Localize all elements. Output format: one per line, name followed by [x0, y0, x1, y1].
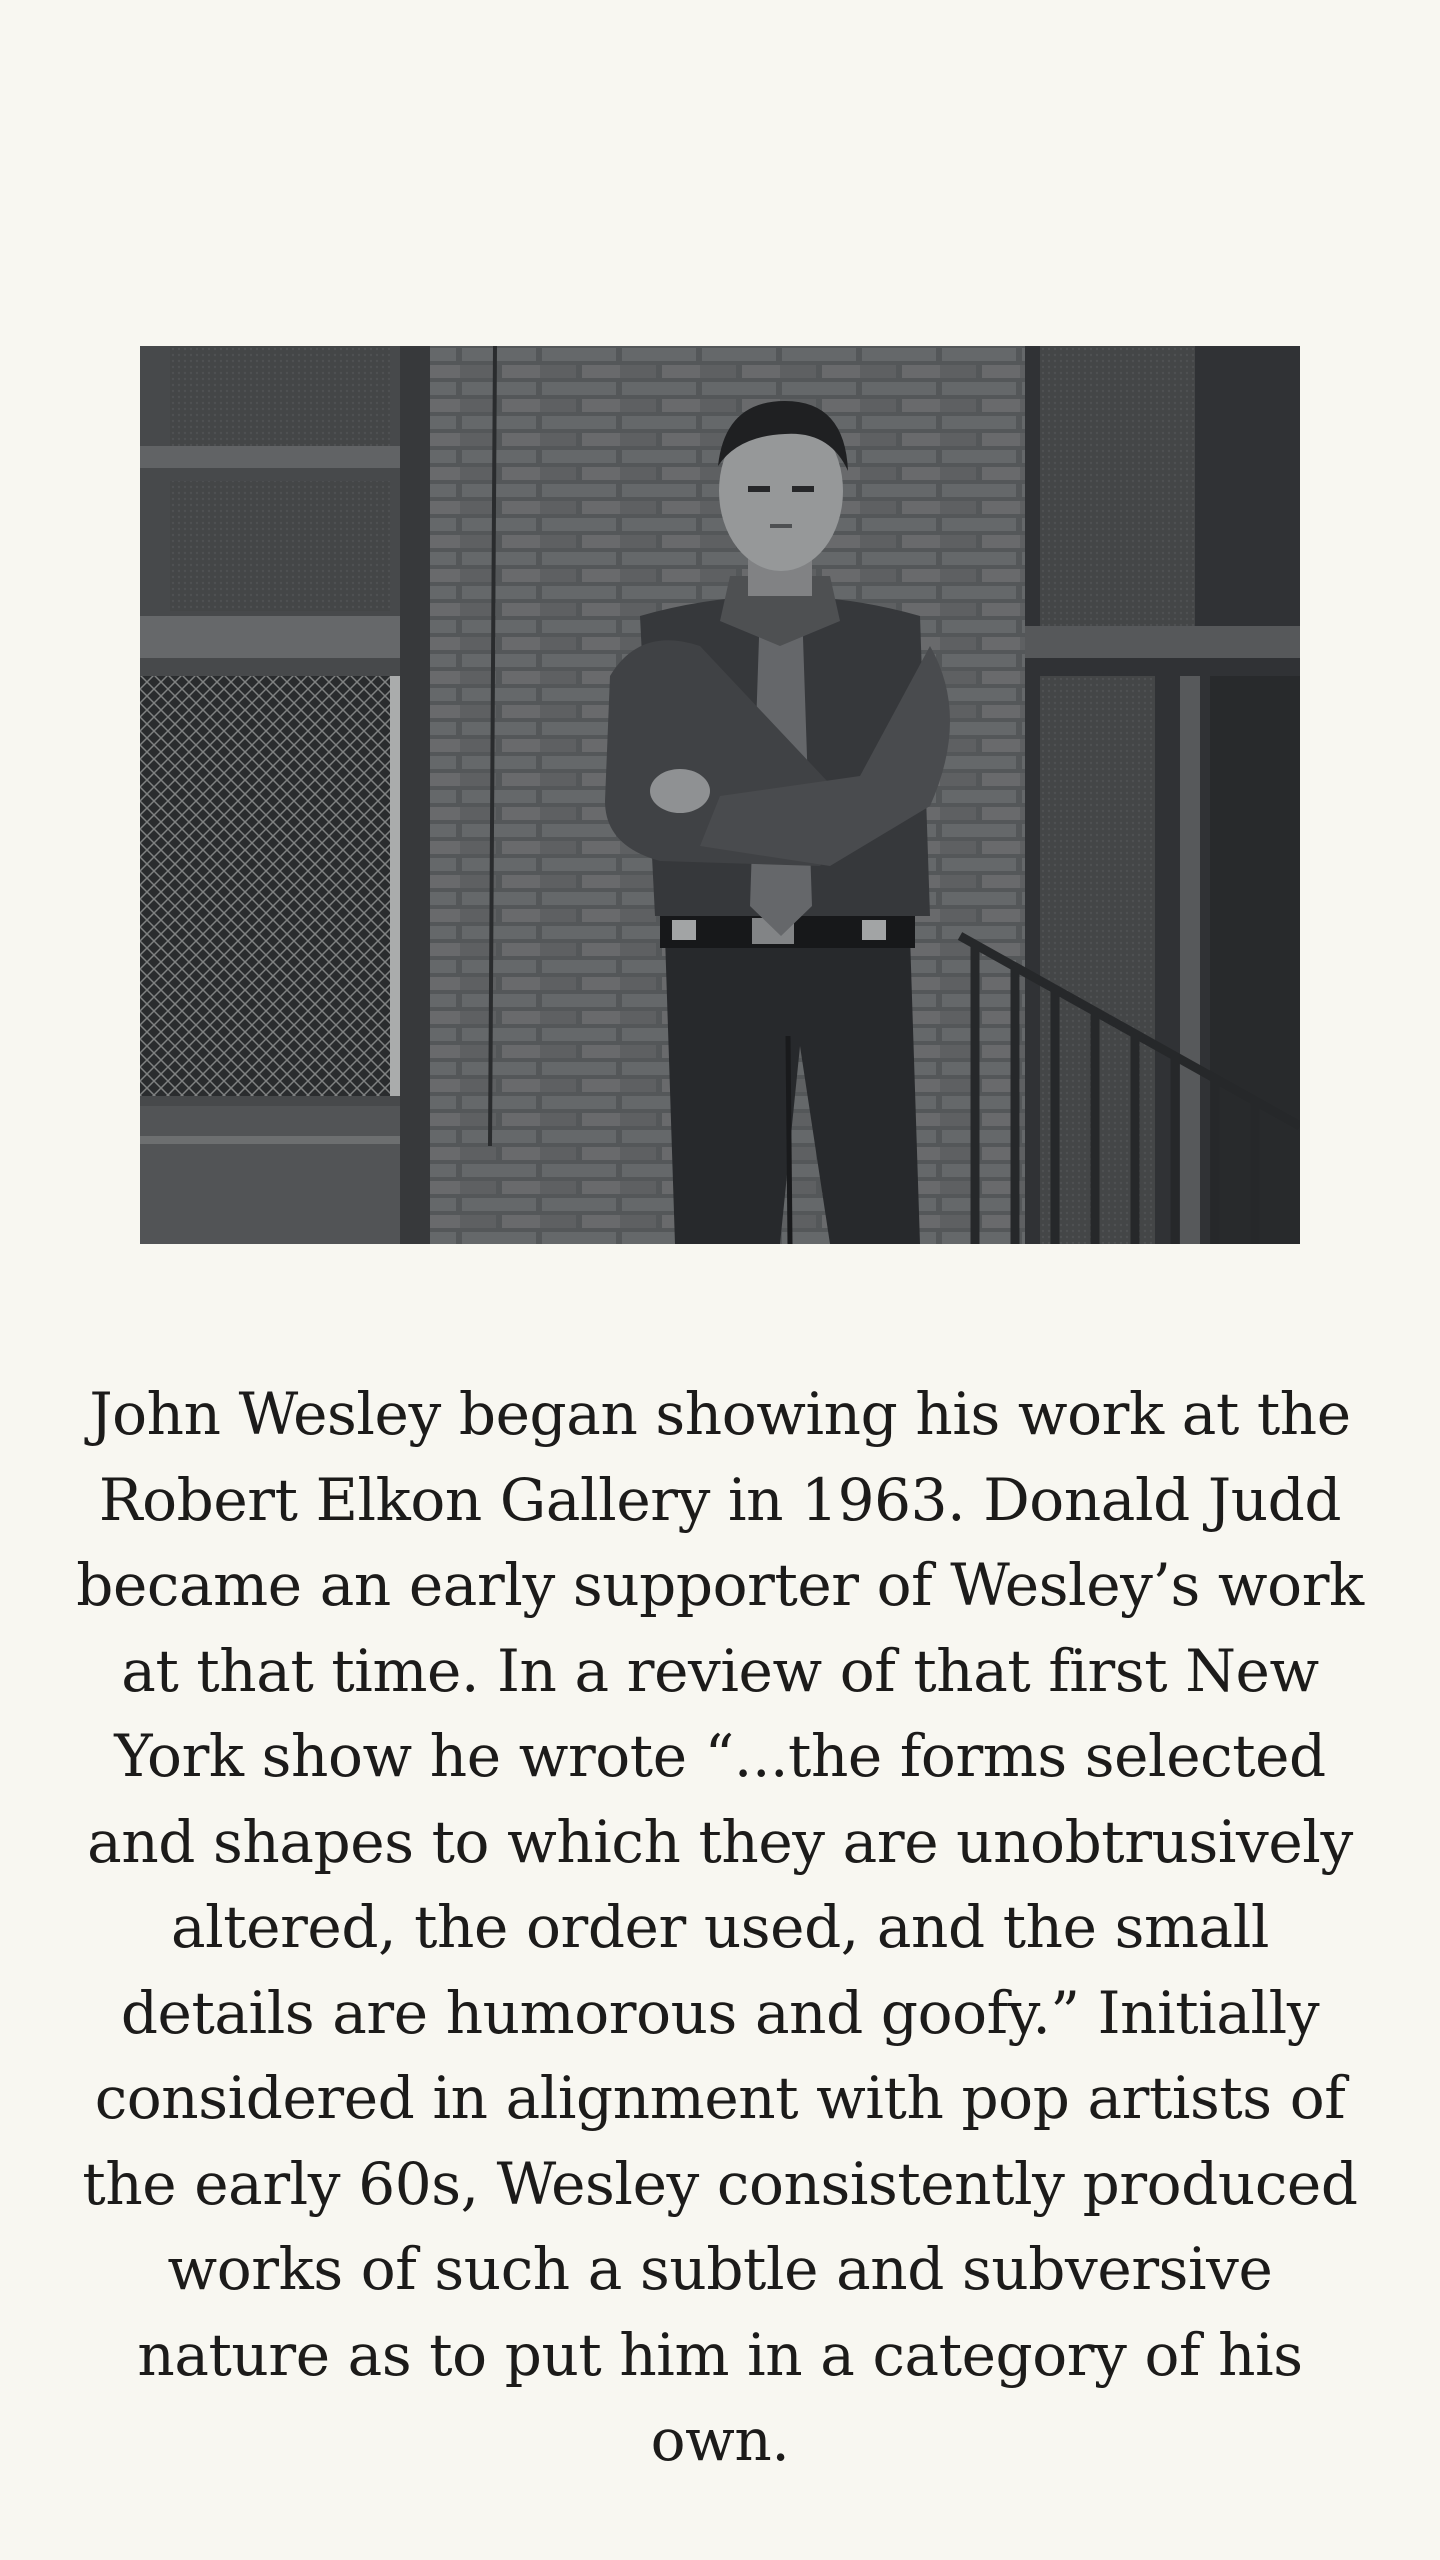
portrait-photo-image: [140, 346, 1300, 1244]
caption-paragraph: John Wesley began showing his work at the Robert Elkon Gallery in 1963. Donald Judd became an early supporter of Wesley’s work at that time. In a review of that first New York show he wrote “...the forms selected and shapes to which they are unobtrusively altered, the order used, and the small details are humorous and goofy.” Initially considered in alignment with pop artists of the early 60s, Wesley consistently produced works of such a subtle and subversive nature as to put him in a category of his own.: [76, 1380, 1364, 2474]
portrait-photo: [140, 346, 1300, 1244]
